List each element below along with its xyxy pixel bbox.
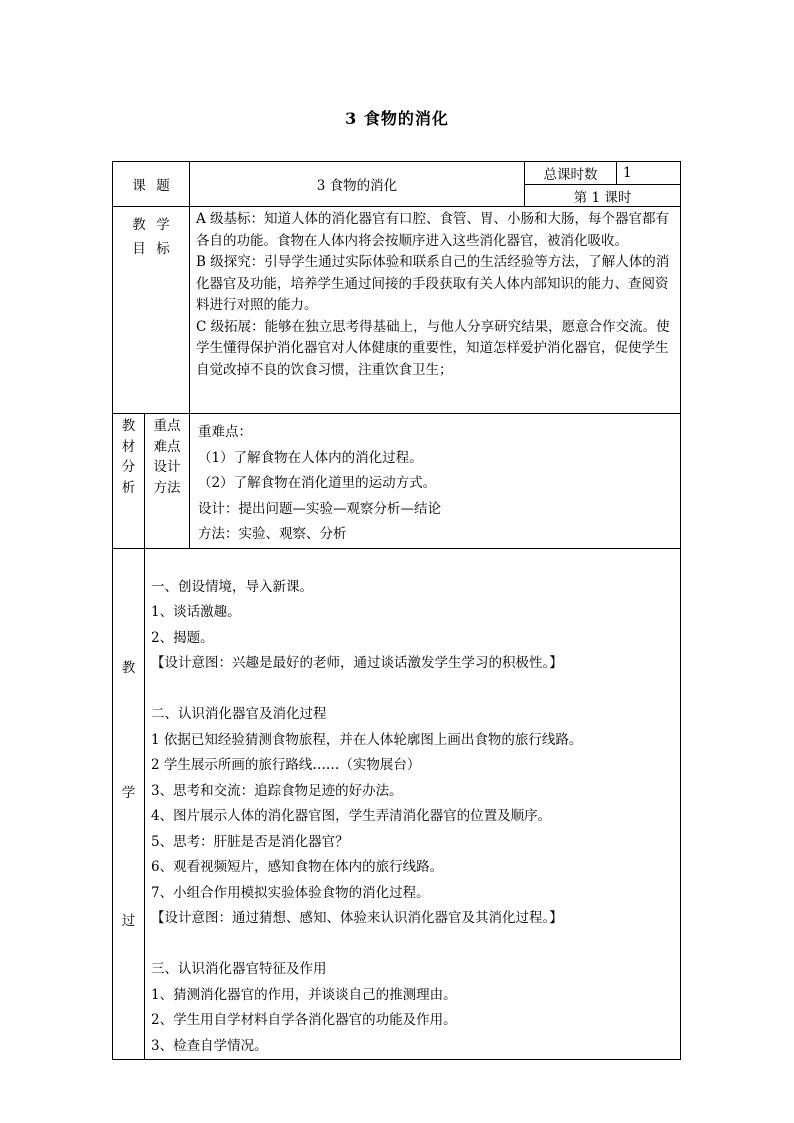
analysis-label-cell — [113, 414, 145, 549]
process-line: 4、图片展示人体的消化器官图，学生弄清消化器官的位置及顺序。 — [151, 808, 552, 824]
analysis-line: （2）了解食物在消化道里的运动方式。 — [198, 475, 437, 491]
analysis-label-char: 分 — [121, 459, 136, 475]
process-line: 1 依据已知经验猜测食物旅程，并在人体轮廓图上画出食物的旅行线路。 — [151, 731, 583, 748]
analysis-label-char: 教 — [121, 418, 136, 434]
goals-content-cell — [190, 207, 681, 414]
analysis-sublabel: 方法 — [153, 479, 181, 496]
process-content-cell — [145, 548, 681, 1060]
analysis-line: 重难点： — [198, 424, 252, 440]
process-line: 三、认识消化器官特征及作用 — [151, 961, 327, 977]
process-label-char: 教 — [121, 659, 136, 676]
goals-label-char: 教 — [132, 217, 146, 233]
goal-a-text: A 级基标：知道人体的消化器官有口腔、食管、胃、小肠和大肠，每个器官都有各自的功能。食物在人体内将会按顺序进入这些消化器官，被消化吸收。 — [196, 211, 670, 249]
process-line: 二、认识消化器官及消化过程 — [151, 706, 327, 722]
total-hours-label: 总课时数 — [525, 162, 617, 185]
process-line: 3、思考和交流：追踪食物足迹的好办法。 — [151, 782, 403, 799]
design-intent-note: 【设计意图：通过猜想、感知、体验来认识消化器官及其消化过程。】 — [151, 910, 563, 926]
process-line: 2 学生展示所画的旅行路线……（实物展台） — [151, 757, 421, 773]
process-label-char: 过 — [121, 912, 136, 929]
process-line: 2、学生用自学材料自学各消化器官的功能及作用。 — [151, 1012, 457, 1028]
topic-label-char: 题 — [156, 178, 170, 194]
analysis-sublabel: 重点 — [153, 418, 181, 434]
goals-label-char: 目 — [132, 241, 146, 257]
topic-label-char: 课 — [132, 178, 146, 194]
process-line: 2、揭题。 — [151, 629, 214, 646]
lesson-plan-table — [112, 161, 681, 1060]
process-label-cell — [113, 548, 145, 1060]
process-line: 1、谈话激趣。 — [151, 604, 241, 620]
process-line: 1、猜测消化器官的作用，并谈谈自己的推测理由。 — [151, 986, 457, 1003]
goals-label-char: 标 — [156, 241, 170, 257]
process-line: 7、小组合作用模拟实验体验食物的消化过程。 — [151, 884, 430, 901]
analysis-line: 方法：实验、观察、分析 — [198, 526, 347, 542]
analysis-label-char: 析 — [121, 479, 136, 496]
session-cell: 第 1 课时 — [525, 185, 681, 207]
topic-label-cell — [113, 162, 190, 207]
topic-cell: 3 食物的消化 — [190, 162, 525, 207]
page-title: 3 食物的消化 — [345, 109, 449, 128]
analysis-line: （1）了解食物在人体内的消化过程。 — [198, 449, 423, 466]
goal-c-text: C 级拓展：能够在独立思考得基础上，与他人分享研究结果，愿意合作交流。使学生懂得保护消化器官对人体健康的重要性，知道怎样爱护消化器官，促使学生自觉改掉不良的饮食习惯，注重饮食卫生； — [196, 318, 670, 378]
analysis-label-char: 材 — [121, 438, 136, 455]
goal-b-text: B 级探究：引导学生通过实际体验和联系自己的生活经验等方法，了解人体的消化器官及功能，培养学生通过间接的手段获取有关人体内部知识的能力、查阅资料进行对照的能力。 — [196, 254, 670, 313]
process-line: 3、检查自学情况。 — [151, 1037, 268, 1054]
process-line: 6、观看视频短片，感知食物在体内的旅行线路。 — [151, 859, 444, 875]
analysis-sublabel: 设计 — [153, 459, 181, 475]
design-intent-note: 【设计意图：兴趣是最好的老师，通过谈话激发学生学习的积极性。】 — [151, 655, 563, 671]
analysis-sublabel: 难点 — [153, 438, 181, 455]
analysis-content-cell — [190, 414, 681, 549]
total-hours-value: 1 — [617, 162, 681, 185]
analysis-line: 设计：提出问题—实验—观察分析—结论 — [198, 500, 441, 517]
process-line: 5、思考：肝脏是否是消化器官？ — [151, 833, 349, 850]
analysis-sublabel-cell — [145, 414, 190, 549]
process-line: 一、创设情境，导入新课。 — [151, 578, 313, 595]
goals-label-char: 学 — [156, 217, 170, 233]
process-label-char: 学 — [121, 784, 136, 801]
goals-label-cell — [113, 207, 190, 414]
